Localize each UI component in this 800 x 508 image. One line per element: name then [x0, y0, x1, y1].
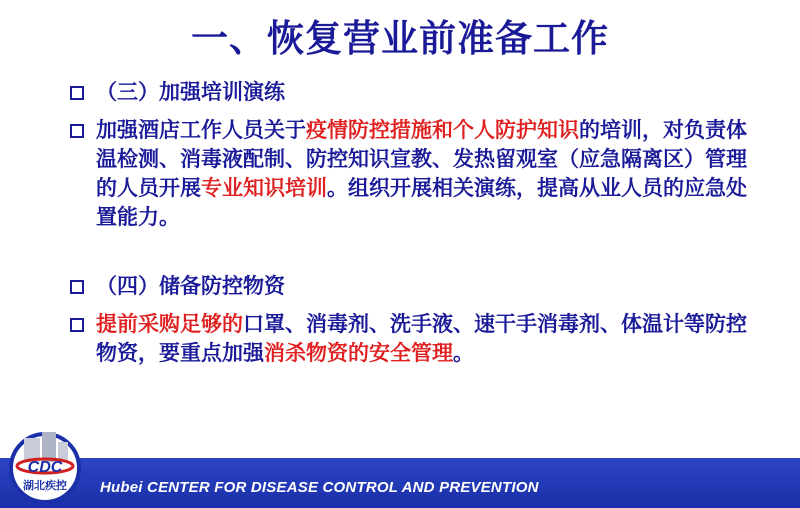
- body-text: 口罩、消毒剂、洗手液、速干手消毒剂、体温计等防控物资，要重点加强: [96, 312, 747, 365]
- square-bullet-icon: [70, 124, 84, 138]
- body-text: 加强酒店工作人员关于: [96, 118, 306, 142]
- body-text: 。: [453, 341, 474, 365]
- bullet-supplies-detail: [70, 310, 750, 368]
- body-text: 。组织开展相关演练，提高从业人员的应急处置能力。: [96, 176, 747, 229]
- square-bullet-icon: [70, 86, 84, 100]
- square-bullet-icon: [70, 280, 84, 294]
- highlight-text: 提前采购足够的: [96, 312, 243, 336]
- bullet-training-detail: [70, 116, 750, 232]
- body-text: 的培训，对负责体温检测、消毒液配制、防控知识宣教、发热留观室（应急隔离区）管理的人员开展: [96, 118, 747, 200]
- body-text: （四）储备防控物资: [96, 274, 285, 298]
- slide-title: 一、恢复营业前准备工作: [191, 17, 609, 60]
- footer-bar: [0, 458, 800, 508]
- bullet-text: [96, 116, 750, 232]
- bullet-text: [96, 310, 750, 368]
- square-bullet-icon: [70, 318, 84, 332]
- bullet-section-three: [70, 78, 750, 107]
- footer-org-name: Hubei CENTER FOR DISEASE CONTROL AND PREVENTION: [100, 479, 539, 496]
- highlight-text: 疫情防控措施和个人防护知识: [306, 118, 579, 142]
- bullet-text: [96, 272, 750, 301]
- highlight-text: 专业知识培训: [201, 176, 327, 200]
- bullet-section-four: [70, 272, 750, 301]
- logo-mark: CDC: [27, 459, 63, 476]
- highlight-text: 消杀物资的安全管理: [264, 341, 453, 365]
- body-text: （三）加强培训演练: [96, 80, 285, 104]
- logo-caption: 湖北疾控: [23, 479, 67, 492]
- bullet-text: [96, 78, 750, 107]
